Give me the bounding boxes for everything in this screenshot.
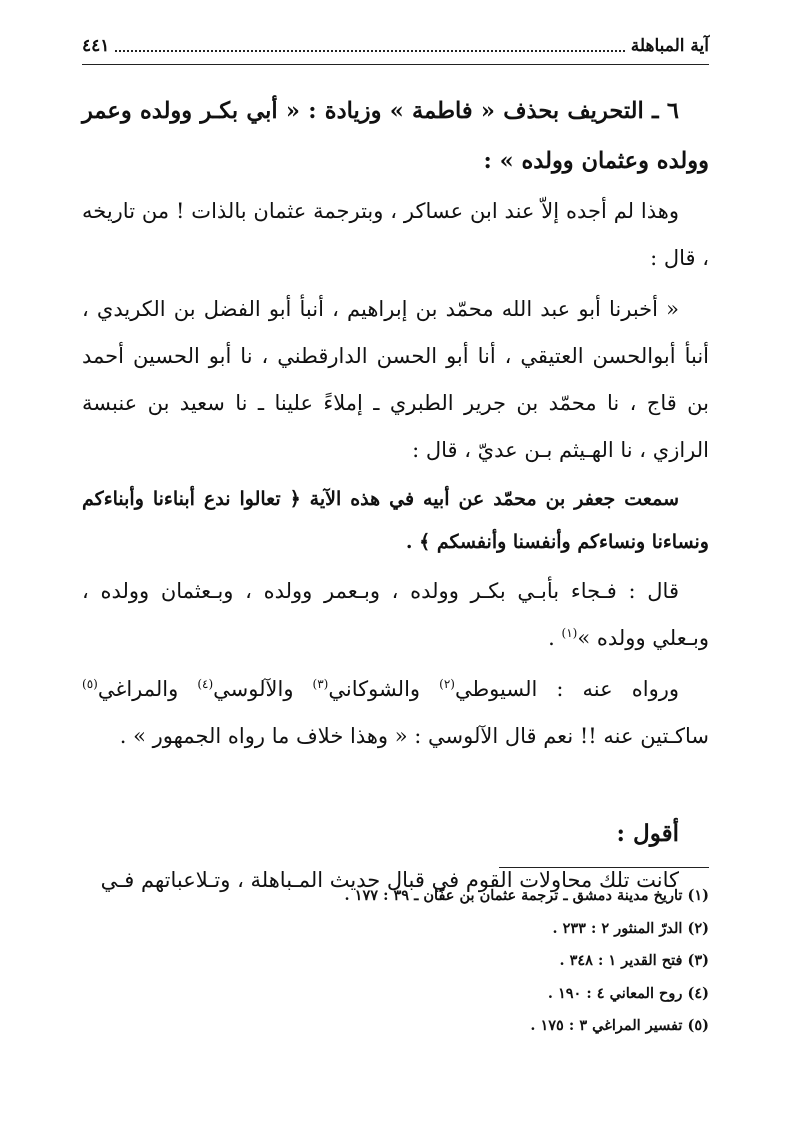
isnad-paragraph: « أخبرنا أبو عبد الله محمّد بن إبراهيم ، أنبأ أبو الفضل بن الكريدي ، أنبأ أبوالحسن العتيقي ، أنا أبو الحسن الدارقطني ، نا أبو الحسين أحمد بن قاج ، نا محمّد بن جرير الطبري ـ إملاءً علينا ـ نا سعيد بن عنبسة الرازي ، نا الهـيثم بـن عديّ ، قال : bbox=[82, 297, 709, 462]
qala-end: . bbox=[548, 626, 562, 650]
footnote-ref-3: (٣) bbox=[312, 677, 329, 691]
footnote-5: (٥) تفسير المراغي ٣ : ١٧٥ . bbox=[530, 1017, 709, 1034]
book-page bbox=[82, 0, 709, 1129]
header-dot-leader bbox=[115, 50, 624, 52]
paragraph-spacer bbox=[82, 760, 709, 810]
footnote-ref-5: (٥) bbox=[82, 677, 98, 691]
footnote-rule bbox=[499, 867, 709, 868]
footnote-4: (٤) روح المعاني ٤ : ١٩٠ . bbox=[547, 984, 709, 1002]
footnote-2: (٢) الدرّ المنثور ٢ : ٢٣٣ . bbox=[552, 919, 709, 937]
qala-paragraph bbox=[82, 568, 709, 662]
page-number: ٤٤١ bbox=[82, 36, 110, 56]
footnote-ref-2: (٢) bbox=[439, 677, 455, 691]
conclusion-paragraph: كانت تلك محاولات القوم في قبال حديث المـباهلة ، وتـلاعباتهم فـي bbox=[100, 868, 679, 892]
rawah-text-1: ورواه عنه : السيوطي bbox=[454, 677, 679, 701]
section-title: ٦ ـ التحريف بحذف « فاطمة » وزيادة : « أبي بكـر وولده وعمر وولده وعثمان وولده » : bbox=[82, 98, 709, 174]
footnote-3: (٣) فتح القدير ١ : ٣٤٨ . bbox=[559, 952, 709, 969]
rawah-paragraph bbox=[82, 666, 709, 760]
footnotes bbox=[82, 880, 709, 1043]
aqool-heading: أقول : bbox=[616, 820, 679, 847]
main-text bbox=[82, 86, 709, 904]
header-rule bbox=[82, 64, 709, 65]
rawah-text-5: ساكـتين عنه !! نعم قال الآلوسي : « وهذا خلاف ما رواه الجمهور » . bbox=[119, 724, 709, 748]
footnote-1: (١) تاريخ مدينة دمشق ـ ترجمة عثمان بن عفّان ـ ٣٩ : ١٧٧ . bbox=[344, 887, 709, 904]
quran-quote-paragraph: سمعت جعفر بن محمّد عن أبيه في هذه الآية ﴿ تعالوا ندع أبناءنا وأبناءكم ونساءنا ونساءكم وأنفسنا وأنفسكم ﴾ . bbox=[82, 488, 709, 553]
running-title: آية المباهلة bbox=[630, 36, 709, 56]
footnote-ref-4: (٤) bbox=[197, 677, 214, 691]
intro-paragraph: وهذا لم أجده إلاّ عند ابن عساكر ، وبترجمة عثمان بالذات ! من تاريخه ، قال : bbox=[82, 199, 709, 270]
qala-text: قال : فـجاء بأبـي بكـر وولده ، وبـعمر وولده ، وبـعثمان وولده ، وبـعلي وولده » bbox=[82, 579, 709, 650]
rawah-text-3: والآلوسي bbox=[213, 677, 313, 701]
footnote-ref-1: (١) bbox=[561, 626, 578, 640]
rawah-text-2: والشوكاني bbox=[328, 677, 440, 701]
running-header bbox=[82, 30, 709, 62]
rawah-text-4: والمراغي bbox=[97, 677, 198, 701]
